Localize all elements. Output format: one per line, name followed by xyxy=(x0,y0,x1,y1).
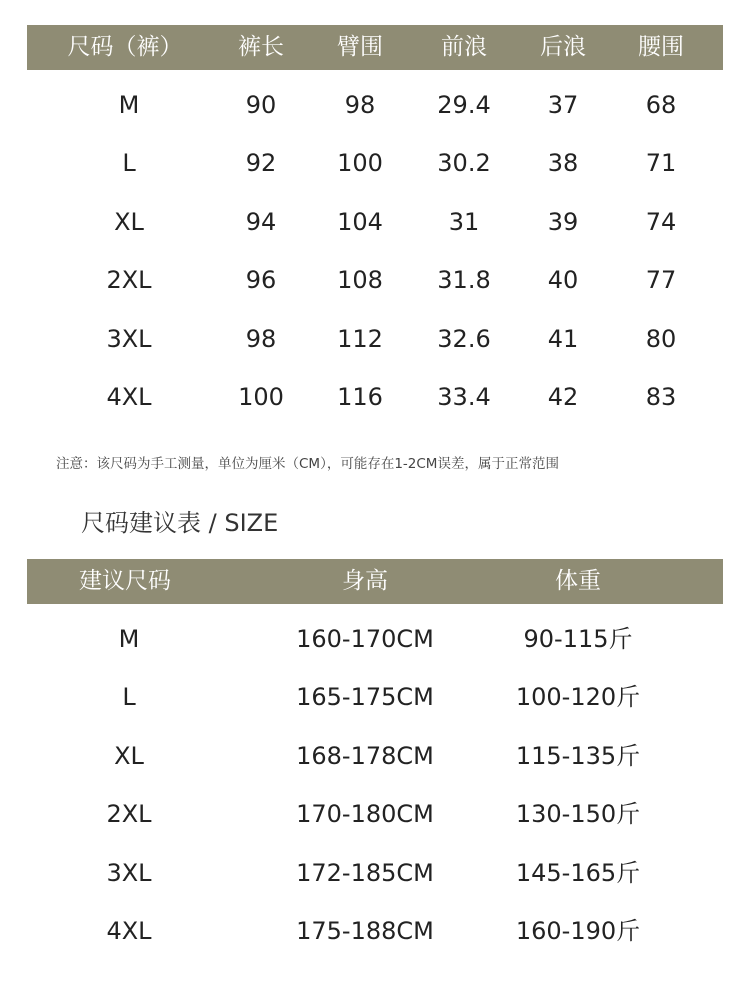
header-length: 裤长 xyxy=(238,34,284,60)
cell-waist: 68 xyxy=(645,91,677,119)
cell-arm: 100 xyxy=(337,149,383,178)
cell-height: 165-175CM xyxy=(296,683,434,712)
section-title: 尺码建议表 / SIZE xyxy=(81,509,279,537)
cell-height: 170-180CM xyxy=(296,800,434,829)
table-row xyxy=(0,310,750,368)
cell-size: 3XL xyxy=(106,324,152,353)
cell-size: 4XL xyxy=(106,383,152,411)
pants-table-header xyxy=(27,25,723,70)
header-arm: 臂围 xyxy=(337,34,383,60)
header-back-rise: 后浪 xyxy=(540,34,586,60)
cell-suggested-size: 3XL xyxy=(106,858,152,887)
table-row xyxy=(0,902,750,960)
cell-waist: 77 xyxy=(645,266,677,295)
cell-size: M xyxy=(118,91,140,119)
cell-suggested-size: 4XL xyxy=(106,917,152,945)
header-waist: 腰围 xyxy=(638,34,684,60)
cell-weight: 130-150斤 xyxy=(515,800,641,829)
cell-weight: 160-190斤 xyxy=(515,917,641,945)
suggestion-table-header xyxy=(27,559,723,604)
cell-back-rise: 37 xyxy=(547,91,579,119)
cell-length: 90 xyxy=(245,91,277,119)
cell-waist: 80 xyxy=(645,324,677,353)
table-row xyxy=(0,844,750,902)
cell-front-rise: 29.4 xyxy=(437,91,491,119)
cell-height: 175-188CM xyxy=(296,917,434,945)
cell-length: 96 xyxy=(245,266,277,295)
cell-size: XL xyxy=(114,207,144,236)
cell-suggested-size: XL xyxy=(114,741,144,770)
table-row xyxy=(0,668,750,726)
cell-weight: 115-135斤 xyxy=(515,741,641,770)
table-row xyxy=(0,76,750,134)
table-row xyxy=(0,727,750,785)
cell-waist: 71 xyxy=(645,149,677,178)
header-front-rise: 前浪 xyxy=(441,34,487,60)
table-row xyxy=(0,785,750,843)
cell-height: 168-178CM xyxy=(296,741,434,770)
cell-front-rise: 33.4 xyxy=(437,383,491,411)
cell-weight: 90-115斤 xyxy=(523,625,633,653)
cell-size: L xyxy=(122,149,136,178)
cell-weight: 100-120斤 xyxy=(515,683,641,712)
cell-suggested-size: L xyxy=(122,683,136,712)
cell-waist: 74 xyxy=(645,207,677,236)
cell-arm: 108 xyxy=(337,266,383,295)
header-size: 尺码（裤） xyxy=(67,34,183,60)
cell-arm: 116 xyxy=(337,383,383,411)
table-row xyxy=(0,193,750,251)
cell-front-rise: 31 xyxy=(448,207,480,236)
cell-back-rise: 38 xyxy=(547,149,579,178)
cell-length: 98 xyxy=(245,324,277,353)
header-suggested-size: 建议尺码 xyxy=(79,568,171,594)
cell-weight: 145-165斤 xyxy=(515,858,641,887)
cell-front-rise: 30.2 xyxy=(437,149,491,178)
header-height: 身高 xyxy=(342,568,388,594)
table-row xyxy=(0,134,750,192)
table-row xyxy=(0,610,750,668)
cell-length: 92 xyxy=(245,149,277,178)
cell-arm: 104 xyxy=(337,207,383,236)
cell-front-rise: 32.6 xyxy=(437,324,491,353)
table-row xyxy=(0,368,750,426)
cell-arm: 112 xyxy=(337,324,383,353)
cell-length: 94 xyxy=(245,207,277,236)
cell-length: 100 xyxy=(238,383,284,411)
cell-size: 2XL xyxy=(106,266,152,295)
cell-back-rise: 41 xyxy=(547,324,579,353)
cell-back-rise: 40 xyxy=(547,266,579,295)
cell-height: 172-185CM xyxy=(296,858,434,887)
cell-arm: 98 xyxy=(344,91,376,119)
cell-suggested-size: M xyxy=(118,625,140,653)
cell-suggested-size: 2XL xyxy=(106,800,152,829)
cell-front-rise: 31.8 xyxy=(437,266,491,295)
table-row xyxy=(0,251,750,309)
cell-back-rise: 42 xyxy=(547,383,579,411)
cell-height: 160-170CM xyxy=(296,625,434,653)
measurement-note: 注意：该尺码为手工测量，单位为厘米（CM），可能存在1-2CM误差，属于正常范围 xyxy=(56,456,559,472)
header-weight: 体重 xyxy=(555,568,601,594)
cell-waist: 83 xyxy=(645,383,677,411)
cell-back-rise: 39 xyxy=(547,207,579,236)
